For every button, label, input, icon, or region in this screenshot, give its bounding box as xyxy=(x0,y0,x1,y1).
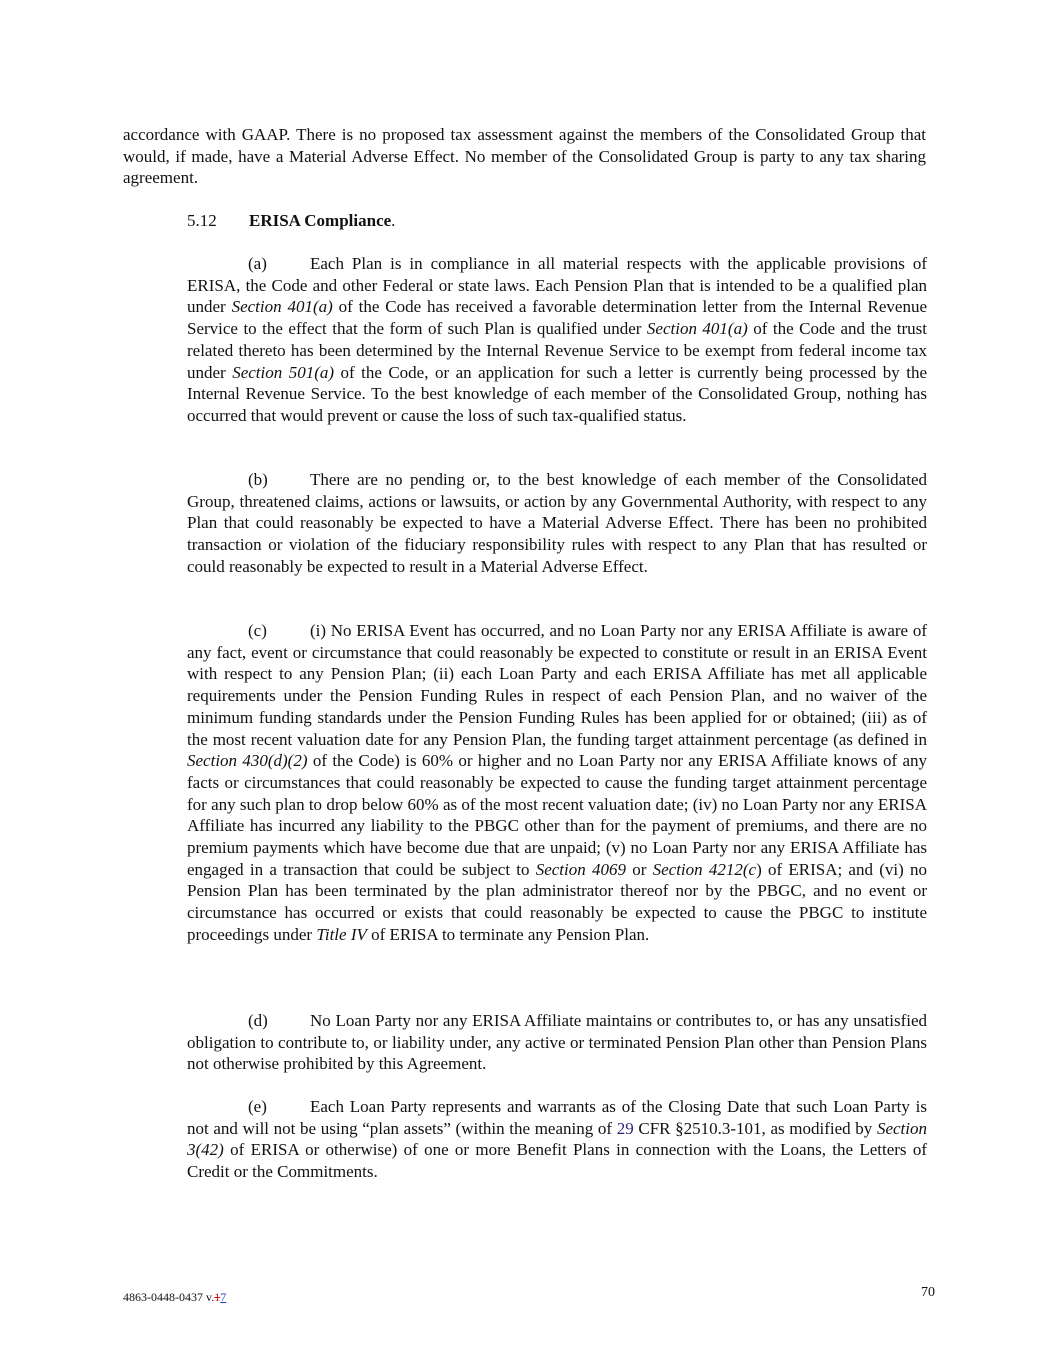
paragraph-e-text-2: CFR §2510.3-101, as modified by xyxy=(633,1118,877,1138)
inserted-version-number: 7 xyxy=(220,1290,227,1304)
title-iv-reference: Title IV xyxy=(316,924,367,944)
section-401a-reference-2: Section 401(a) xyxy=(646,319,748,339)
paragraph-b-text: There are no pending or, to the best knowledge of each member of the Consolidated Group, threatened claims, actions or lawsuits, or action by any Governmental Authority, with respect to any Plan that could reasonably be expected to have a Material Adverse Effect. There has been no prohibited transaction or violation of the fiduciary responsibility rules with respect to any Plan that has resulted or could reasonably be expected to result in a Material Adverse Effect. xyxy=(187,470,927,576)
paragraph-b-label: (b) xyxy=(248,470,268,489)
paragraph-a-text-4: of the Code, or an application for such a letter is currently being processed by the Internal Revenue Service. To the best knowledge of each member of the Consolidated Group, nothing has occurred that would prevent or cause the loss of such tax-qualified status. xyxy=(187,362,928,425)
paragraph-e-text-3: of ERISA or otherwise) of one or more Benefit Plans in connection with the Loans, the Letters of Credit or the Commitments. xyxy=(187,1140,927,1182)
paragraph-c-label: (c) xyxy=(248,621,267,640)
section-430d2-reference: Section 430(d)(2) xyxy=(187,751,308,771)
section-title: ERISA Compliance xyxy=(249,211,392,230)
paragraph-b xyxy=(187,469,927,578)
section-3-42-reference: Section 3(42) xyxy=(187,1118,927,1160)
paragraph-c-text-4: ) of ERISA; and (vi) no Pension Plan has been terminated by the plan administrator thereof nor by the PBGC, and no event or circumstance has occurred or exists that could reasonably be expected to cause the PBGC to institute proceedings under xyxy=(187,859,927,944)
paragraph-a-text-1: Each Plan is in compliance in all material respects with the applicable provisions of ERISA, the Code and other Federal or state laws. Each Pension Plan that is intended to be a qualified plan under xyxy=(187,254,927,317)
document-id-text: 4863-0448-0437 v. xyxy=(123,1290,215,1304)
section-401a-reference-1: Section 401(a) xyxy=(231,297,333,317)
paragraph-tax-continuation: accordance with GAAP. There is no proposed tax assessment against the members of the Consolidated Group that would, if made, have a Material Adverse Effect. No member of the Consolidated Group is party to any tax sharing agreement. xyxy=(123,125,926,188)
paragraph-d-text: No Loan Party nor any ERISA Affiliate maintains or contributes to, or has any unsatisfied obligation to contribute to, or liability under, any active or terminated Pension Plan other than Pension Plans not otherwise prohibited by this Agreement. xyxy=(187,1011,927,1074)
paragraph-e xyxy=(187,1096,927,1183)
section-4212c-reference: Section 4212(c xyxy=(652,859,757,879)
paragraph-a-text-3: of the Code and the trust related thereto has been determined by the Internal Revenue Service to be exempt from federal income tax under xyxy=(187,319,927,382)
paragraph-c xyxy=(187,620,927,946)
page-number: 70 xyxy=(921,1285,935,1300)
paragraph-a xyxy=(187,253,927,427)
paragraph-a-text-2: of the Code has received a favorable determination letter from the Internal Revenue Service to the effect that the form of such Plan is qualified under xyxy=(187,297,927,339)
paragraph-c-text-1: (i) No ERISA Event has occurred, and no Loan Party nor any ERISA Affiliate is aware of any fact, event or circumstance that could reasonably be expected to constitute or result in an ERISA Event with respect to any Pension Plan; (ii) each Loan Party and each ERISA Affiliate has met all applicable requirements under the Pension Funding Rules in respect of each Pension Plan, and no waiver of the minimum funding standards under the Pension Funding Rules has been applied for or obtained; (iii) as of the most recent valuation date for any Pension Plan, the funding target attainment percentage (as defined in xyxy=(187,621,927,749)
section-4069-reference: Section 4069 xyxy=(535,859,626,879)
paragraph-e-label: (e) xyxy=(248,1097,267,1116)
paragraph-c-text-5: of ERISA to terminate any Pension Plan. xyxy=(366,924,650,944)
section-501a-reference: Section 501(a) xyxy=(232,362,335,382)
paragraph-c-text-3: or xyxy=(625,859,653,879)
paragraph-d xyxy=(187,1010,927,1075)
section-heading xyxy=(187,210,395,232)
paragraph-c-text-2: of the Code) is 60% or higher and no Loan Party nor any ERISA Affiliate knows of any facts or circumstances that could reasonably be expected to cause the funding target attainment percentage for any such plan to drop below 60% as of the most recent valuation date; (iv) no Loan Party nor any ERISA Affiliate has incurred any liability to the PBGC other than for the payment of premiums, and there are no premium payments which have become due that are unpaid; (v) no Loan Party nor any ERISA Affiliate has engaged in a transaction that could be subject to xyxy=(187,751,928,879)
section-title-period: . xyxy=(391,211,396,230)
section-number: 5.12 xyxy=(187,211,217,230)
paragraph-d-label: (d) xyxy=(248,1011,268,1030)
paragraph-e-text-1: Each Loan Party represents and warrants as of the Closing Date that such Loan Party is not and will not be using “plan assets” (within the meaning of xyxy=(187,1097,927,1138)
cfr-title-number: 29 xyxy=(616,1118,634,1138)
footer-document-id xyxy=(123,1290,226,1305)
deleted-version-number: 1 xyxy=(214,1290,221,1304)
paragraph-a-label: (a) xyxy=(248,254,267,273)
